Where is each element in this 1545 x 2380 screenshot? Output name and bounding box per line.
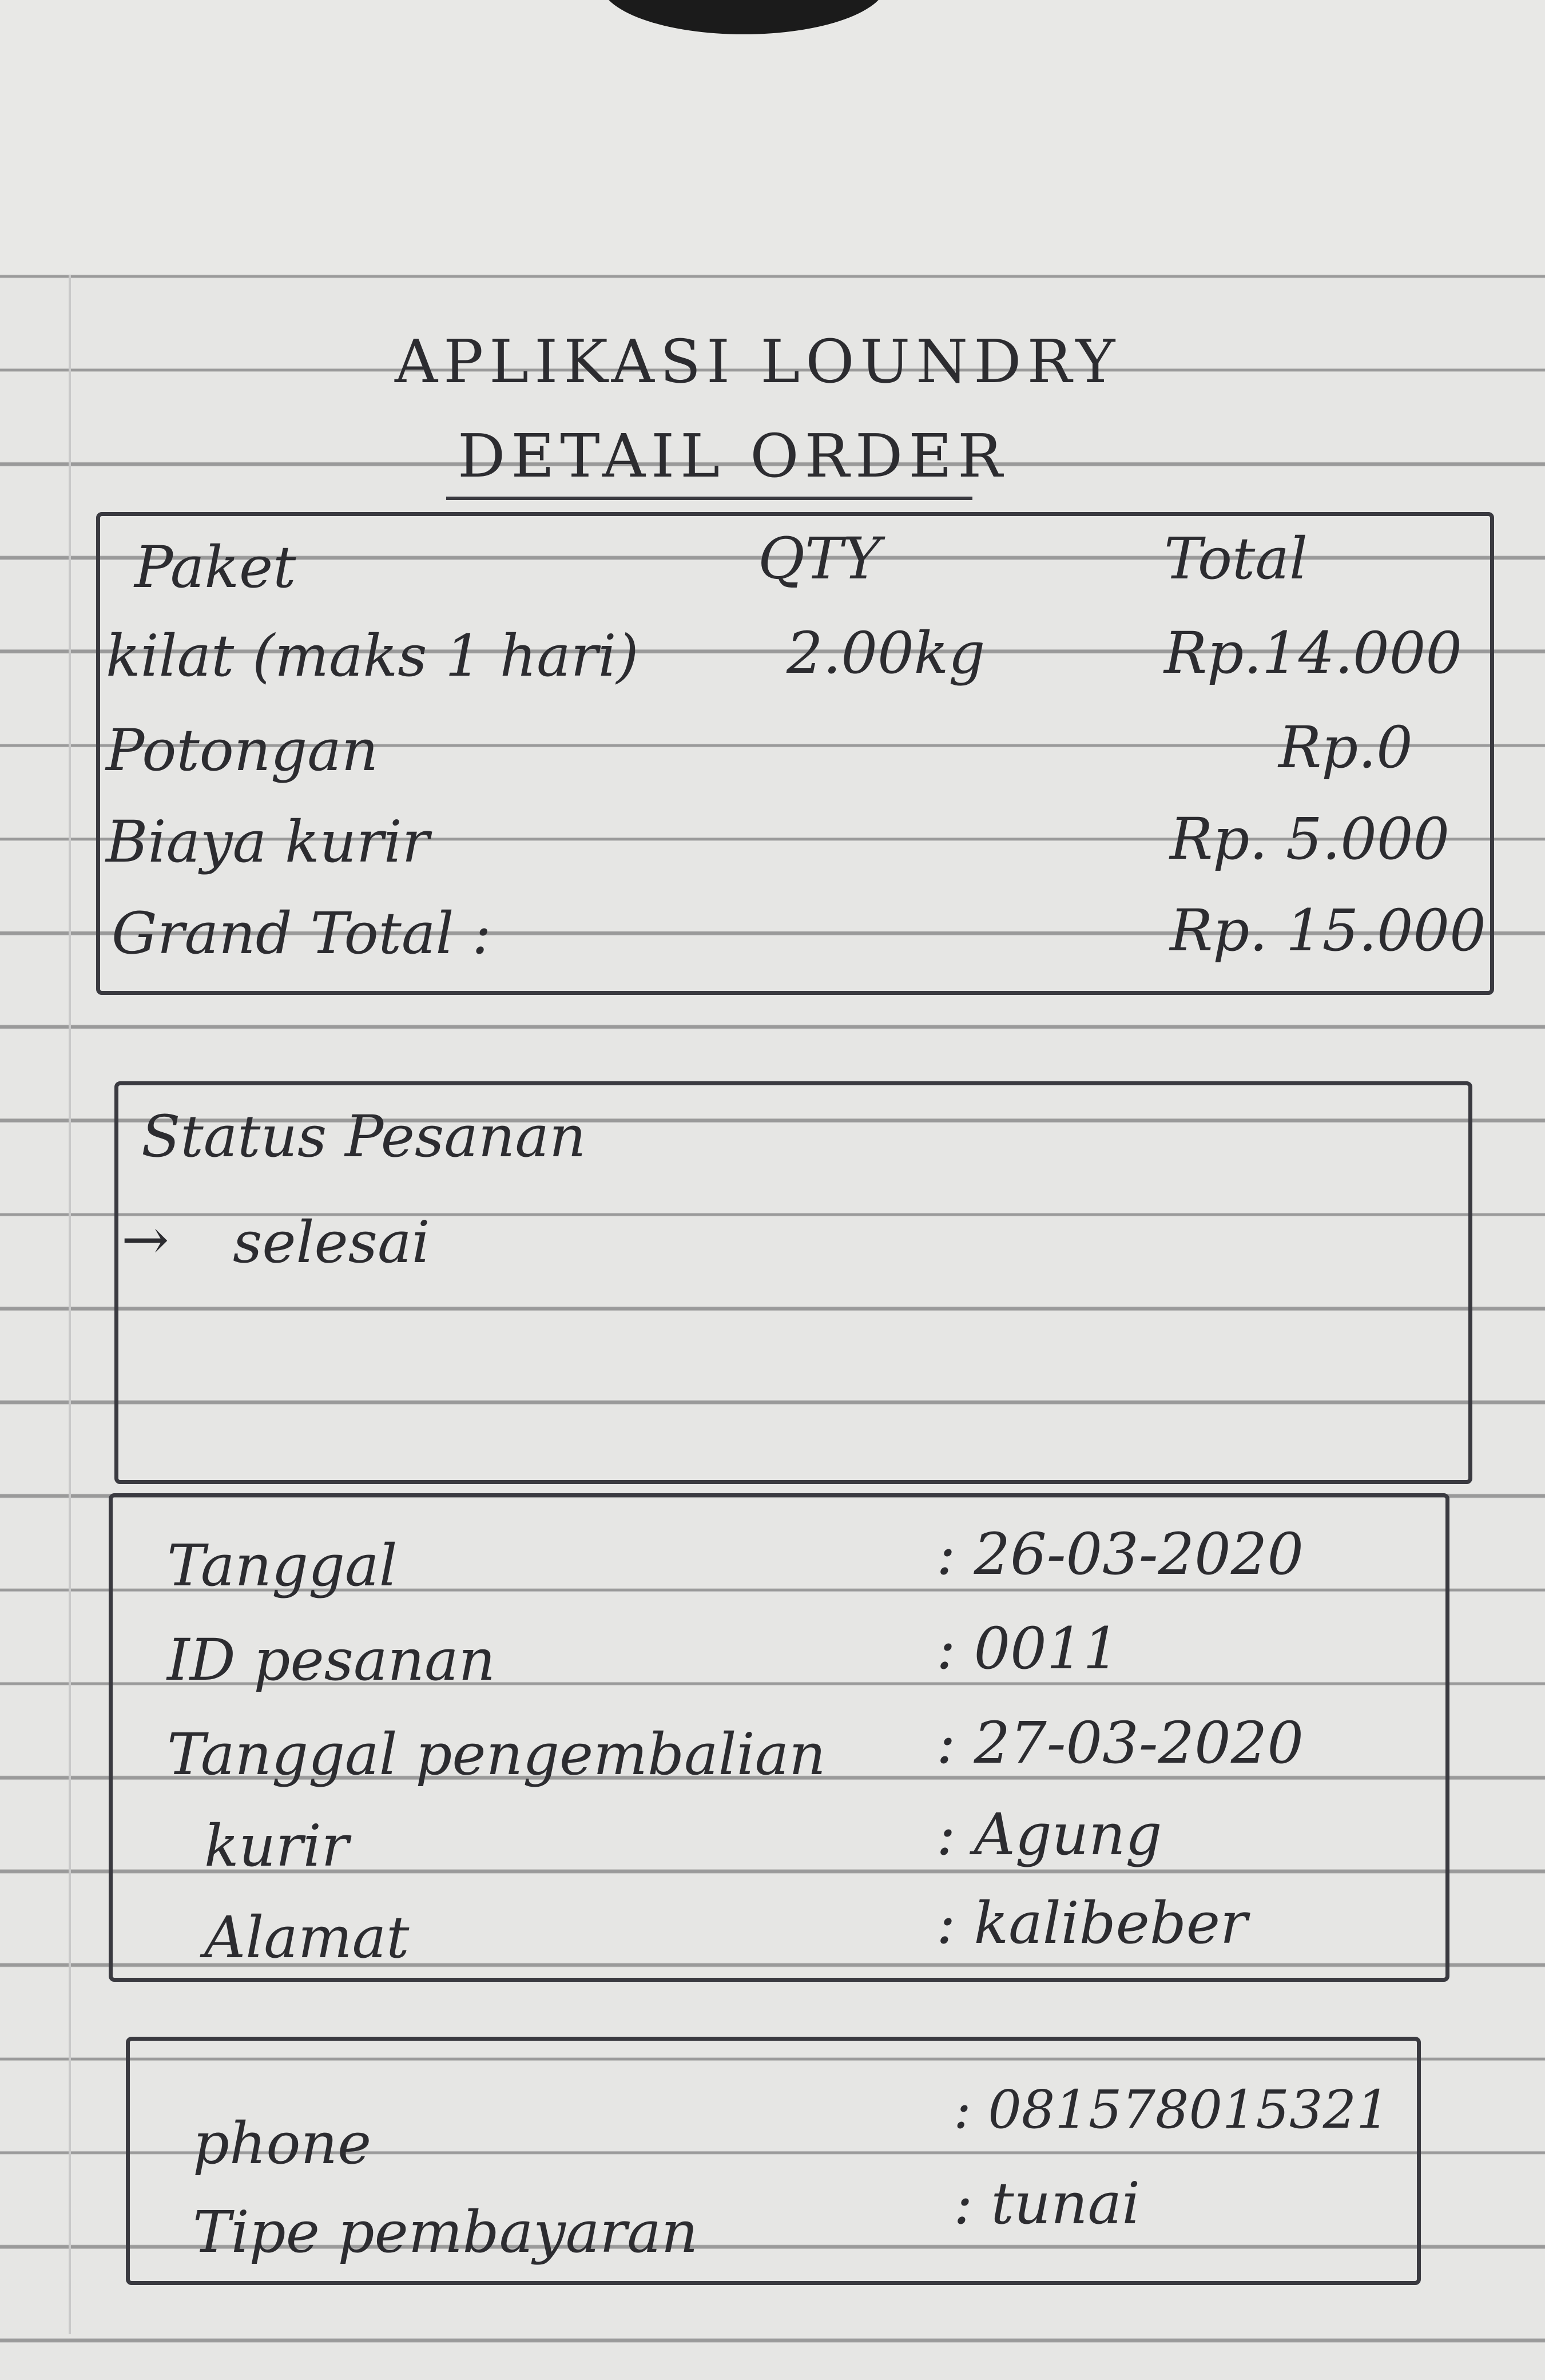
order-table-box — [96, 512, 1494, 995]
row-label-paket: kilat (maks 1 hari) — [106, 622, 639, 689]
page-subtitle: DETAIL ORDER — [458, 421, 1008, 491]
column-header-paket: Paket — [134, 534, 296, 601]
detail-value-alamat: : kalibeber — [936, 1890, 1248, 1957]
row-qty: 2.00kg — [787, 620, 986, 687]
detail-label-kurir: kurir — [204, 1812, 349, 1879]
row-total-kurir: Rp. 5.000 — [1170, 806, 1450, 872]
page-top-margin — [0, 0, 1545, 275]
detail-value-id: : 0011 — [936, 1615, 1119, 1682]
detail-value-kurir: : Agung — [936, 1801, 1162, 1868]
contact-box — [126, 2037, 1421, 2285]
detail-label-pengembalian: Tanggal pengembalian — [167, 1721, 826, 1788]
status-box — [114, 1081, 1472, 1484]
contact-value-payment: : tunai — [954, 2170, 1141, 2237]
arrow-icon: → — [121, 1206, 169, 1273]
detail-label-alamat: Alamat — [204, 1904, 410, 1971]
row-total-potongan: Rp.0 — [1278, 714, 1413, 781]
detail-value-pengembalian: : 27-03-2020 — [936, 1709, 1304, 1776]
contact-label-payment: Tipe pembayaran — [193, 2199, 698, 2266]
row-total-paket: Rp.14.000 — [1164, 620, 1462, 687]
grand-total-value: Rp. 15.000 — [1170, 897, 1486, 964]
status-heading: Status Pesanan — [141, 1103, 586, 1170]
subtitle-underline — [446, 497, 972, 500]
contact-label-phone: phone — [193, 2110, 372, 2177]
grand-total-label: Grand Total : — [112, 900, 491, 967]
detail-value-tanggal: : 26-03-2020 — [936, 1521, 1304, 1588]
column-header-qty: QTY — [758, 525, 881, 592]
app-title: APLIKASI LOUNDRY — [395, 327, 1121, 396]
row-label-potongan: Potongan — [106, 717, 379, 784]
row-label-kurir: Biaya kurir — [106, 808, 430, 875]
contact-value-phone: : 081578015321 — [954, 2079, 1390, 2140]
status-value: selesai — [233, 1209, 430, 1276]
order-details-box — [109, 1493, 1449, 1982]
page-margin-line — [69, 275, 71, 2334]
detail-label-tanggal: Tanggal — [167, 1532, 398, 1599]
column-header-total: Total — [1164, 525, 1308, 592]
detail-label-id: ID pesanan — [167, 1627, 496, 1693]
